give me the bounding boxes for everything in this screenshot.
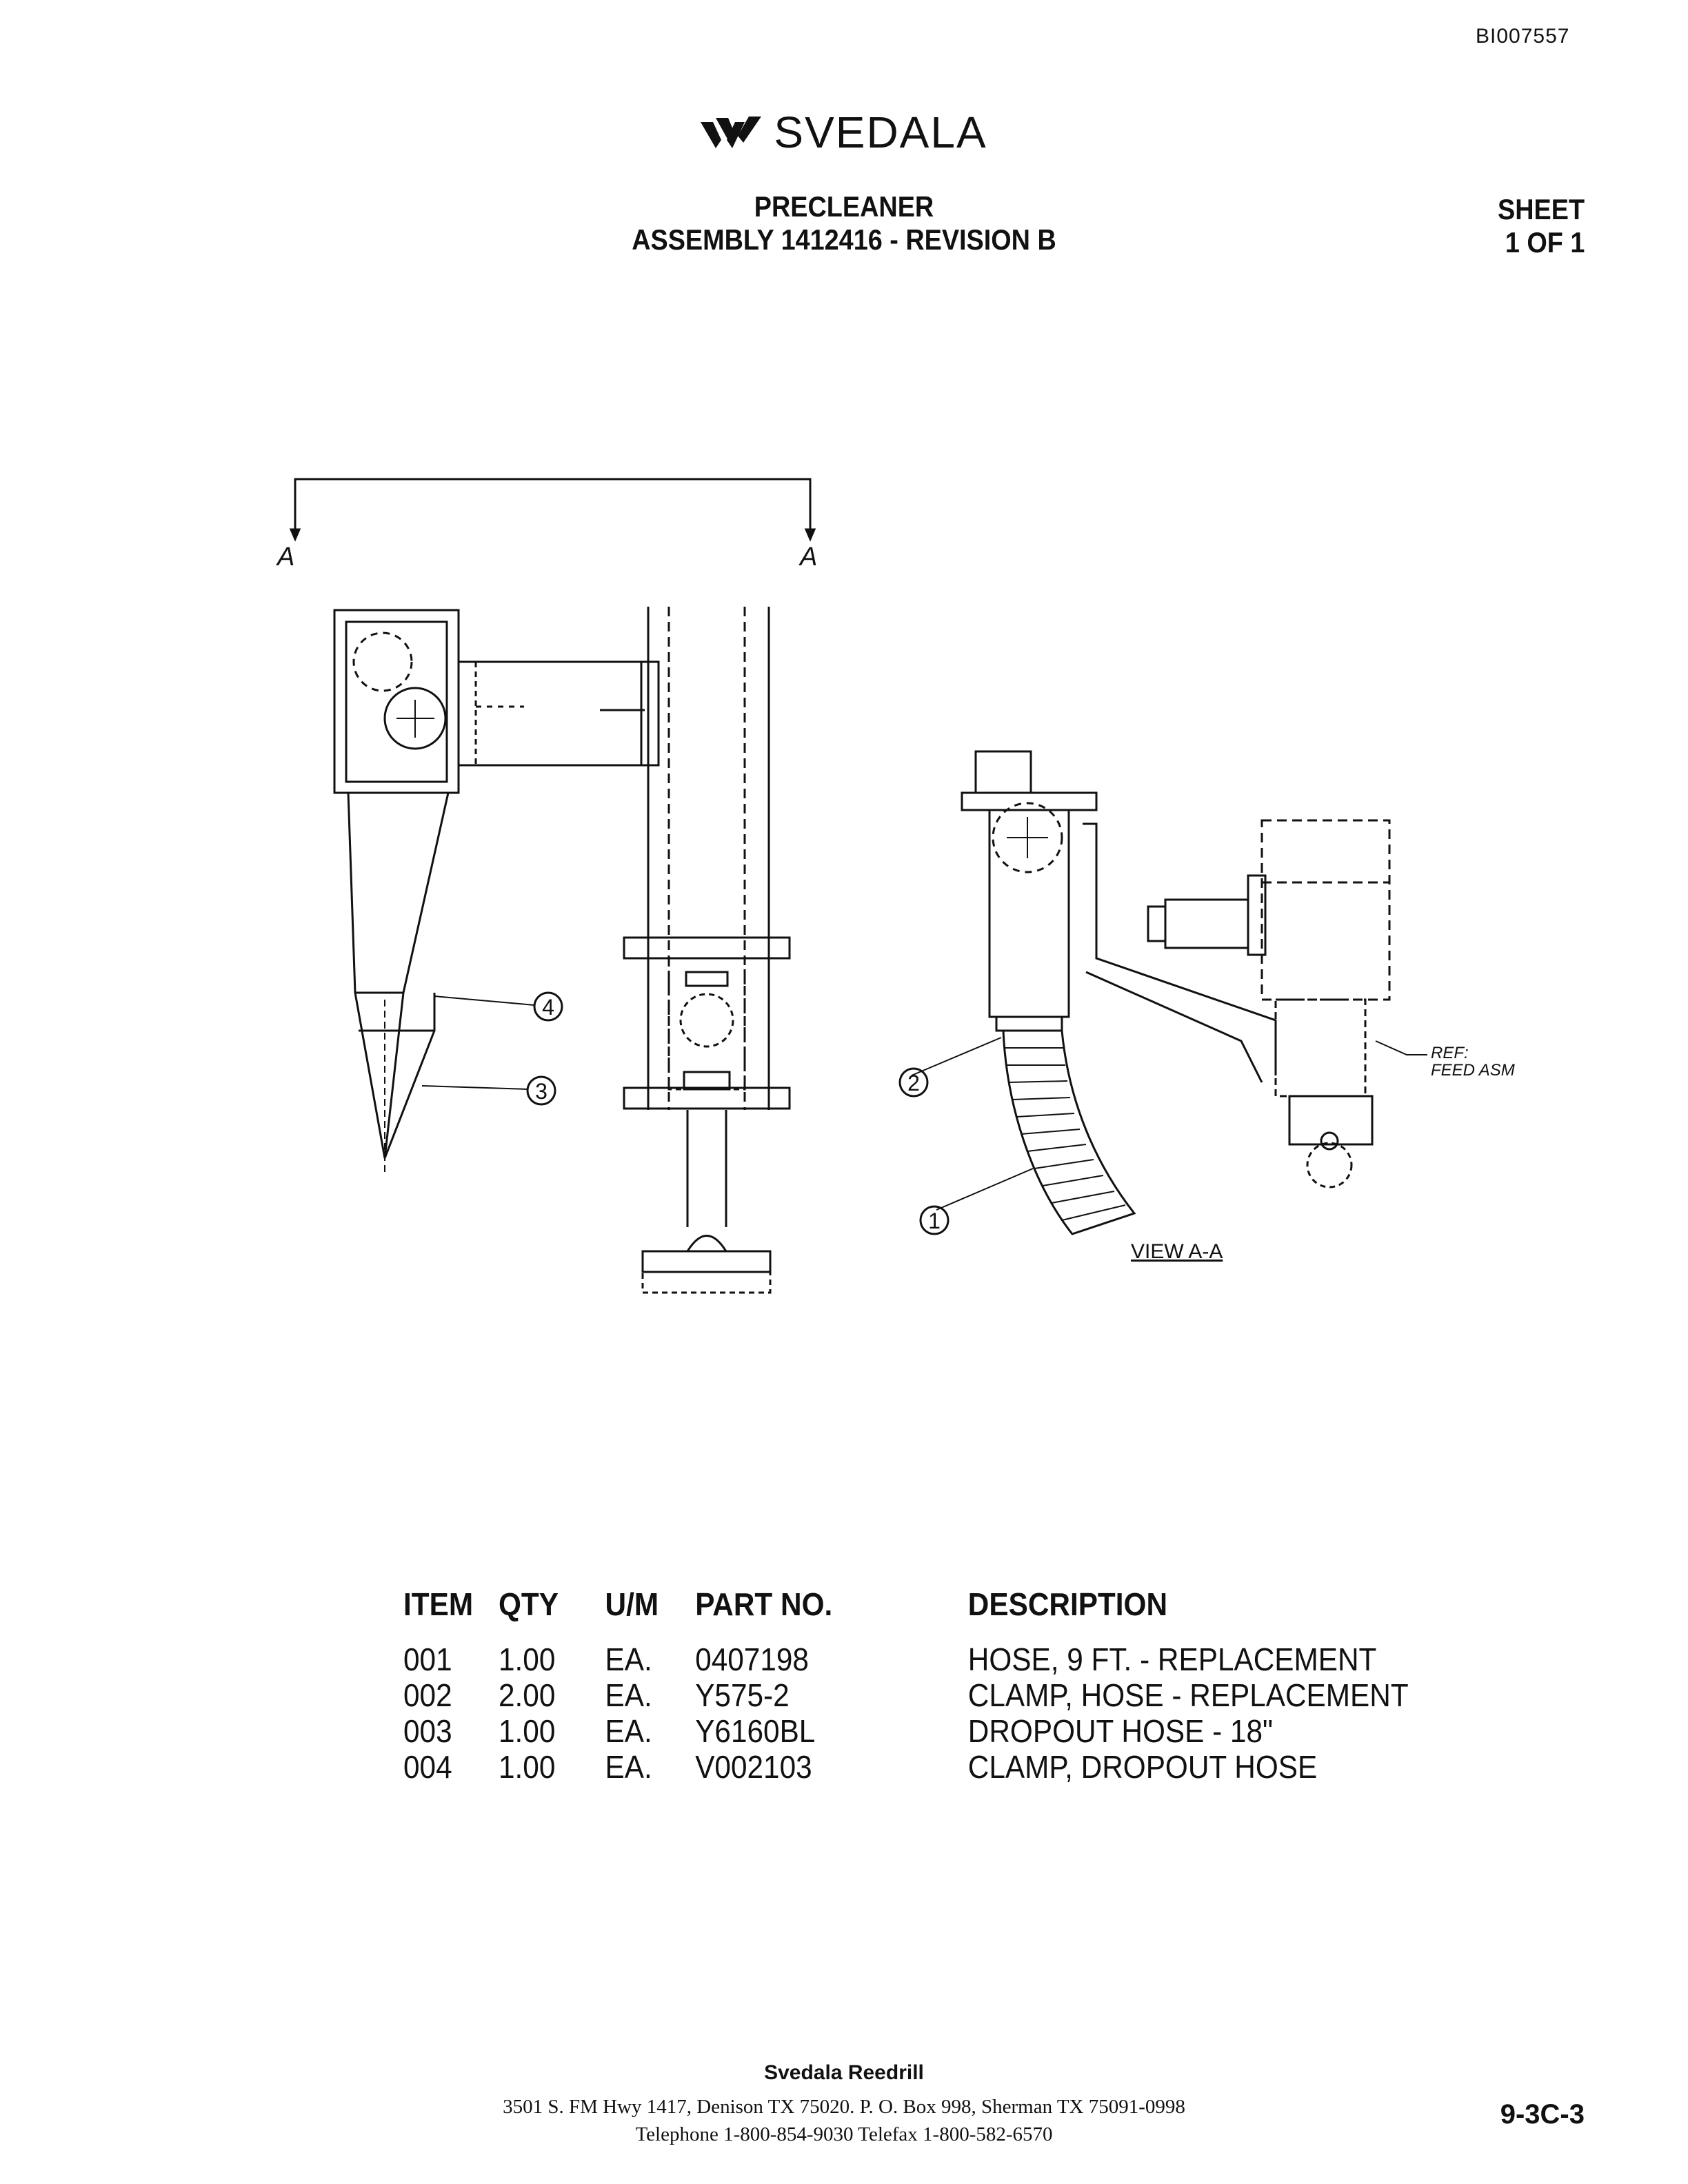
document-id: BI007557 xyxy=(1476,25,1570,48)
row-qty: 1.00 xyxy=(499,1713,556,1749)
row-um: EA. xyxy=(605,1677,652,1713)
row-qty: 2.00 xyxy=(499,1677,556,1713)
sheet-label: SHEET xyxy=(1497,193,1585,225)
svg-text:4: 4 xyxy=(542,995,554,1020)
row-description: CLAMP, DROPOUT HOSE xyxy=(967,1749,1318,1785)
header-qty: QTY xyxy=(499,1586,559,1622)
table-row xyxy=(403,1748,1355,1784)
section-mark-right: A xyxy=(800,543,818,572)
svg-text:3: 3 xyxy=(535,1079,547,1104)
row-description: CLAMP, HOSE - REPLACEMENT xyxy=(967,1677,1409,1713)
svg-text:2: 2 xyxy=(907,1071,920,1095)
parts-list-table xyxy=(403,1586,1438,1784)
row-um: EA. xyxy=(605,1641,652,1677)
header-item: ITEM xyxy=(403,1586,474,1622)
ref-feed-note xyxy=(1376,1041,1515,1080)
drill-mast xyxy=(624,607,790,1293)
row-part-no: V002103 xyxy=(695,1749,812,1785)
row-item: 003 xyxy=(403,1713,452,1749)
callout-3 xyxy=(422,1077,555,1104)
table-row xyxy=(403,1641,1377,1677)
footer-address: 3501 S. FM Hwy 1417, Denison TX 75020. P. O. Box 998, Sherman TX 75091-0998 xyxy=(503,2096,1185,2118)
row-item: 002 xyxy=(403,1677,452,1713)
table-row xyxy=(403,1712,1355,1748)
row-part-no: Y575-2 xyxy=(695,1677,790,1713)
page-number: 9-3C-3 xyxy=(1500,2099,1585,2130)
section-mark-left: A xyxy=(277,543,295,572)
row-qty: 1.00 xyxy=(499,1641,556,1677)
header-um: U/M xyxy=(605,1586,659,1622)
row-um: EA. xyxy=(605,1749,652,1785)
callout-2 xyxy=(900,1038,1001,1096)
header-description: DESCRIPTION xyxy=(967,1586,1168,1622)
view-a-a-detail xyxy=(962,751,1389,1234)
svedala-chevron-logo-icon xyxy=(701,112,764,152)
svg-text:1: 1 xyxy=(928,1209,941,1233)
footer-company: Svedala Reedrill xyxy=(764,2061,924,2084)
svg-text:FEED ASM: FEED ASM xyxy=(1431,1061,1515,1080)
assembly-drawing xyxy=(262,448,1538,1331)
row-item: 004 xyxy=(403,1749,452,1785)
row-description: DROPOUT HOSE - 18" xyxy=(967,1713,1274,1749)
row-item: 001 xyxy=(403,1641,452,1677)
document-subtitle: ASSEMBLY 1412416 - REVISION B xyxy=(632,223,1056,256)
document-title: PRECLEANER xyxy=(754,190,934,223)
hose-corrugations xyxy=(1005,1048,1125,1220)
footer-phone: Telephone 1-800-854-9030 Telefax 1-800-582-6570 xyxy=(635,2123,1053,2145)
brand-name: SVEDALA xyxy=(774,108,987,157)
callout-4 xyxy=(434,993,562,1020)
callout-1 xyxy=(921,1169,1033,1234)
view-label: VIEW A-A xyxy=(1131,1240,1223,1263)
assembly-drawing-svg xyxy=(262,448,1538,1331)
row-part-no: 0407198 xyxy=(695,1641,809,1677)
brand-header xyxy=(0,107,1688,158)
row-part-no: Y6160BL xyxy=(695,1713,816,1749)
table-header-row xyxy=(403,1586,1355,1641)
header-part-no: PART NO. xyxy=(695,1586,833,1622)
svg-text:REF:: REF: xyxy=(1431,1044,1469,1062)
sheet-count: 1 OF 1 xyxy=(1505,226,1585,259)
row-qty: 1.00 xyxy=(499,1749,556,1785)
row-description: HOSE, 9 FT. - REPLACEMENT xyxy=(967,1641,1377,1677)
row-um: EA. xyxy=(605,1713,652,1749)
section-line xyxy=(276,479,817,572)
table-row xyxy=(403,1677,1409,1713)
